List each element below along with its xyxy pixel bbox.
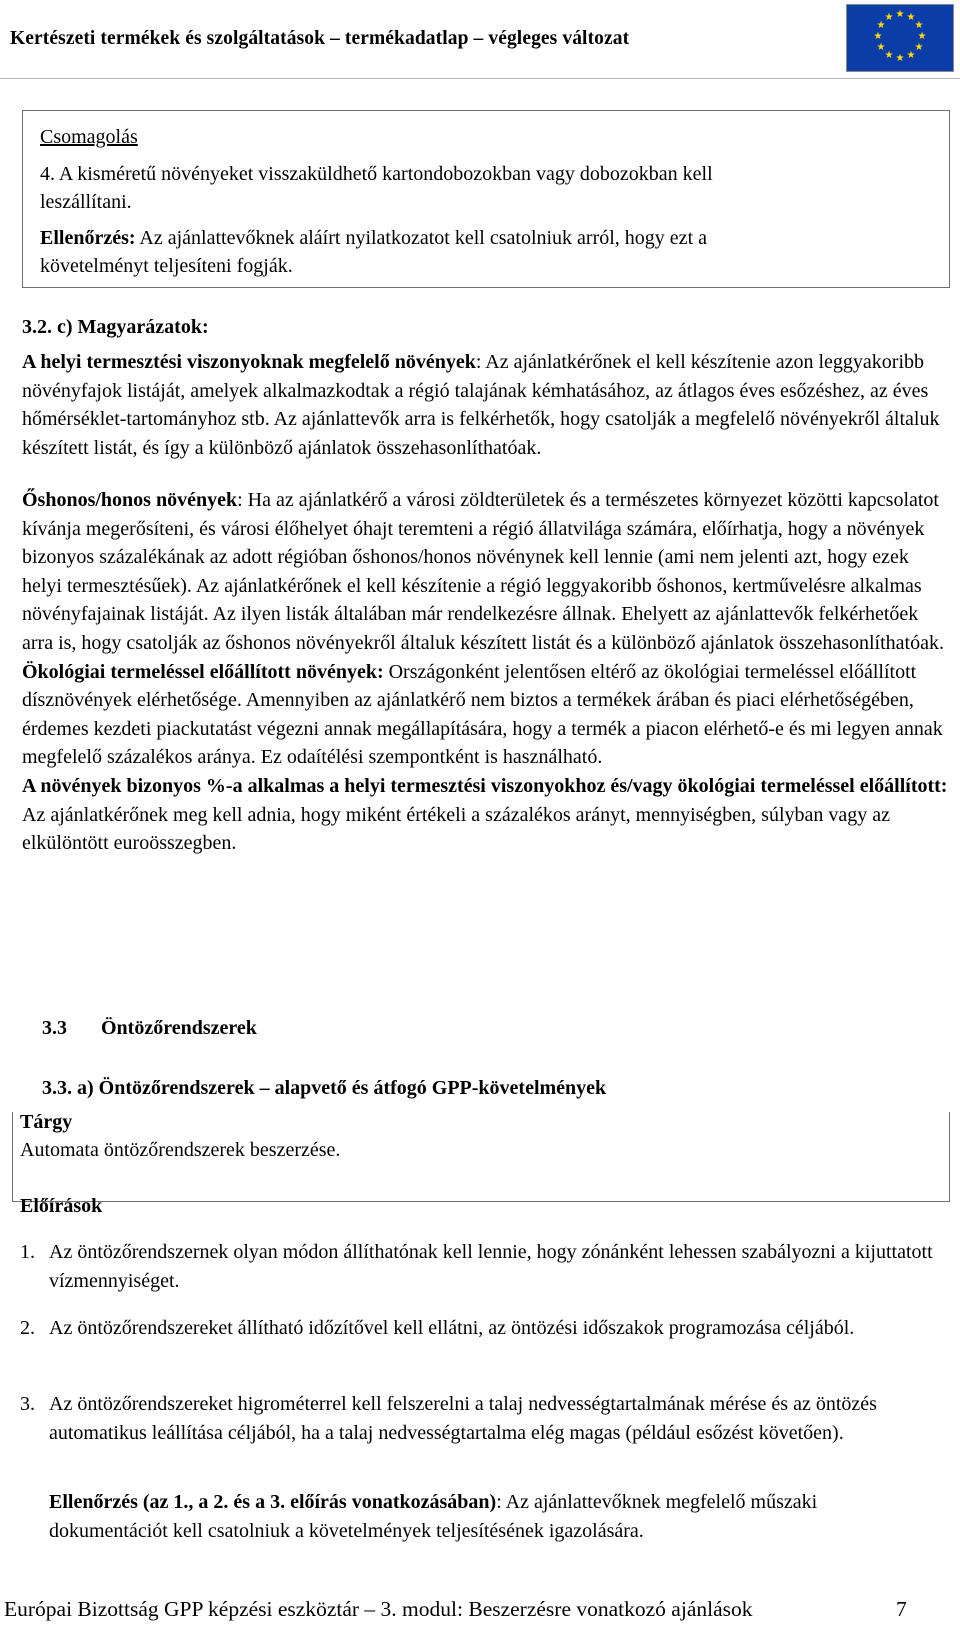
spec-2-text: Az öntözőrendszereket állítható időzítővel kell ellátni, az öntözési időszakok programozása céljából. [49, 1317, 855, 1339]
svg-text:★: ★ [906, 50, 916, 61]
packaging-item-line1: 4. A kisméretű növényeket visszaküldhető kartondobozokban vagy dobozokban kell [40, 163, 713, 185]
subject-text: Automata öntözőrendszerek beszerzése. [20, 1139, 341, 1161]
svg-text:★: ★ [906, 12, 916, 23]
p3 [22, 658, 948, 772]
p2 [22, 486, 948, 658]
packaging-heading: Csomagolás [40, 126, 138, 148]
p1-text: : Az ajánlatkérőnek el kell készítenie azon leggyakoribb növényfajok listáját, amelyek alkalmazkodtak a régió talajának kémhatásához, az átlagos éves esőzéshez, az éves hőmérséklet-tartományhoz stb. Az ajánlattevők arra is felkérhetők, hogy csatolják a megfelelő növényekről általuk készített listát, és így a különböző ajánlatok összehasonlíthatóak. [22, 351, 940, 459]
packaging-check-label: Ellenőrzés: [40, 227, 136, 249]
spec-2-number: 2. [20, 1317, 35, 1339]
section-33-title: Öntözőrendszerek [101, 1017, 257, 1039]
spec-1-text: Az öntözőrendszernek olyan módon állíthatónak kell lennie, hogy zónánként lehessen szabályozni a kijuttatott vízmennyiséget. [49, 1241, 933, 1292]
subject-heading: Tárgy [20, 1111, 73, 1133]
section-32c-heading: 3.2. c) Magyarázatok: [22, 316, 209, 338]
svg-text:★: ★ [884, 50, 894, 61]
svg-text:★: ★ [876, 20, 886, 31]
specs-verify-text: : Az ajánlattevőknek megfelelő műszaki dokumentációt kell csatolniuk a követelmények teljesítésének igazolására. [49, 1491, 818, 1542]
svg-text:★: ★ [895, 9, 905, 20]
p1 [22, 348, 948, 462]
svg-text:★: ★ [895, 53, 905, 64]
page-number: 7 [896, 1597, 907, 1621]
p4-text: Az ajánlatkérőnek meg kell adnia, hogy miként értékeli a százalékos arányt, mennyiségben, súlyban vagy az elkülöntött euroösszegben. [22, 803, 891, 855]
subject-box [12, 1112, 950, 1202]
eu-flag-logo [846, 4, 954, 72]
specs-verify-label: Ellenőrzés (az 1., a 2. és a 3. előírás vonatkozásában) [49, 1491, 497, 1513]
p2-text: : Ha az ajánlatkérő a városi zöldterületek és a természetes környezet közötti kapcsolatot kívánja megerősíteni, és városi élőhelyet óhajt teremteni a régió állatvilága számára, előírhatja, hogy a növények bizonyos százalékának az adott régióban őshonos/honos növénynek kell lennie (ami nem jelenti azt, hogy ezek helyi termesztésűek). Az ajánlatkérőnek el kell készítenie a régió leggyakoribb őshonos, kertművelésre alkalmas növényfajainak listáját. Az ilyen listák általában már rendelkezésre állnak. Ehelyett az ajánlattevők felkérhetőek arra is, hogy csatolják az őshonos növényekről általuk készített listát és a különböző ajánlatok összehasonlíthatóak. [22, 489, 944, 654]
packaging-check-line1 [40, 224, 707, 253]
p2-label: Őshonos/honos növények [22, 489, 238, 511]
svg-text:★: ★ [884, 12, 894, 23]
p4-label: A növények bizonyos %-a alkalmas a helyi termesztési viszonyokhoz és/vagy ökológiai termeléssel előállított: [22, 774, 948, 797]
specs-verification [49, 1488, 929, 1545]
header-divider [0, 78, 960, 79]
svg-text:★: ★ [914, 42, 924, 53]
section-33-number: 3.3 [42, 1017, 67, 1039]
eu-stars-icon [847, 5, 953, 71]
p4 [22, 772, 948, 858]
spec-1-number: 1. [20, 1241, 35, 1263]
p1-label: A helyi termesztési viszonyoknak megfelelő növények [22, 351, 476, 373]
packaging-check-line2: követelményt teljesíteni fogják. [40, 255, 293, 277]
specs-heading: Előírások [20, 1195, 103, 1217]
document-title: Kertészeti termékek és szolgáltatások – termékadatlap – végleges változat [10, 28, 630, 49]
svg-text:★: ★ [873, 31, 883, 42]
svg-text:★: ★ [876, 42, 886, 53]
section-33a-heading: 3.3. a) Öntözőrendszerek – alapvető és átfogó GPP-követelmények [42, 1077, 607, 1099]
packaging-check-text: Az ajánlattevőknek aláírt nyilatkozatot kell csatolniuk arról, hogy ezt a [135, 227, 707, 249]
spec-3-text: Az öntözőrendszereket higrométerrel kell felszerelni a talaj nedvességtartalmának mérése és az öntözés automatikus leállítása céljából, ha a talaj nedvességtartalma elég magas (például esőzést követően). [49, 1393, 877, 1444]
section-32c-body-2 [22, 486, 948, 858]
section-32c-body [22, 348, 948, 462]
packaging-item-line2: leszállítani. [40, 191, 132, 213]
spec-3-number: 3. [20, 1393, 35, 1415]
p3-label: Ökológiai termeléssel előállított növények: [22, 660, 384, 683]
p3-text: Országonként jelentősen eltérő az ökológiai termeléssel előállított dísznövények elérhetősége. Amennyiben az ajánlatkérő nem biztos a termékek árában és piaci elérhetőségében, érdemes kezdeti piackutatást végezni annak megállapítására, hogy a termék a piacon elérhető-e és mi legyen annak megfelelő százalékos aránya. Ez odaítélési szempontként is használható. [22, 660, 943, 769]
svg-text:★: ★ [914, 20, 924, 31]
footer-text: Európai Bizottság GPP képzési eszköztár – 3. modul: Beszerzésre vonatkozó ajánlások [4, 1597, 753, 1621]
svg-text:★: ★ [917, 31, 927, 42]
